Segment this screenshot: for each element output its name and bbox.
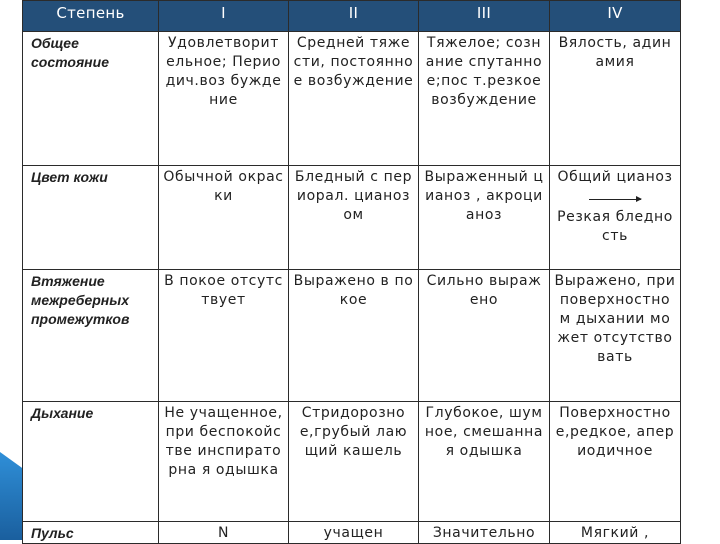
header-degree-2: II	[289, 1, 419, 32]
table-cell: Не учащенное, при беспокойстве инспираторна я одышка	[159, 402, 289, 522]
header-degree-3: III	[419, 1, 550, 32]
cell-text: Общий цианоз	[557, 169, 673, 185]
table-row	[23, 522, 681, 544]
table-cell: Вялость, адинамия	[550, 32, 681, 166]
slide-corner-decoration	[0, 452, 22, 540]
table-cell: Выражено в покое	[289, 270, 419, 402]
table-row	[23, 32, 681, 166]
table-cell: Поверхностно е,редкое, апериодичное	[550, 402, 681, 522]
table-cell: учащен	[289, 522, 419, 544]
table-cell: Стридорозно е,грубый лающий кашель	[289, 402, 419, 522]
table-cell: Обычной окраски	[159, 166, 289, 270]
croup-severity-table	[22, 0, 681, 544]
row-label-general-state: Общее состояние	[23, 32, 159, 166]
row-label-skin-color: Цвет кожи	[23, 166, 159, 270]
row-label-intercostal-retraction: Втяжение межреберных промежутков	[23, 270, 159, 402]
right-arrow-icon	[589, 199, 641, 200]
table-row	[23, 166, 681, 270]
cell-text-extra: Резкая бледность	[557, 209, 673, 244]
table-cell: Сильно выражено	[419, 270, 550, 402]
table-cell: Бледный с периорал. цианозом	[289, 166, 419, 270]
header-degree-4: IV	[550, 1, 681, 32]
table-row	[23, 402, 681, 522]
table-cell: В покое отсутствует	[159, 270, 289, 402]
table-cell: N	[159, 522, 289, 544]
table-cell: Значительно	[419, 522, 550, 544]
table-cell: Удовлетворит ельное; Периодич.воз буждение	[159, 32, 289, 166]
table-cell: Глубокое, шумное, смешанная одышка	[419, 402, 550, 522]
row-label-pulse: Пульс	[23, 522, 159, 544]
table-cell: Тяжелое; сознание спутанное;пос т.резкое возбуждение	[419, 32, 550, 166]
table-cell: Средней тяжести, постоянное возбуждение	[289, 32, 419, 166]
header-row	[23, 1, 681, 32]
table-row	[23, 270, 681, 402]
table-cell	[550, 166, 681, 270]
table-cell: Выраженный цианоз , акроцианоз	[419, 166, 550, 270]
table-cell: Мягкий ,	[550, 522, 681, 544]
header-degree-1: I	[159, 1, 289, 32]
row-label-breathing: Дыхание	[23, 402, 159, 522]
header-degree: Степень	[23, 1, 159, 32]
table-cell: Выражено, при поверхностно м дыхании может отсутствовать	[550, 270, 681, 402]
